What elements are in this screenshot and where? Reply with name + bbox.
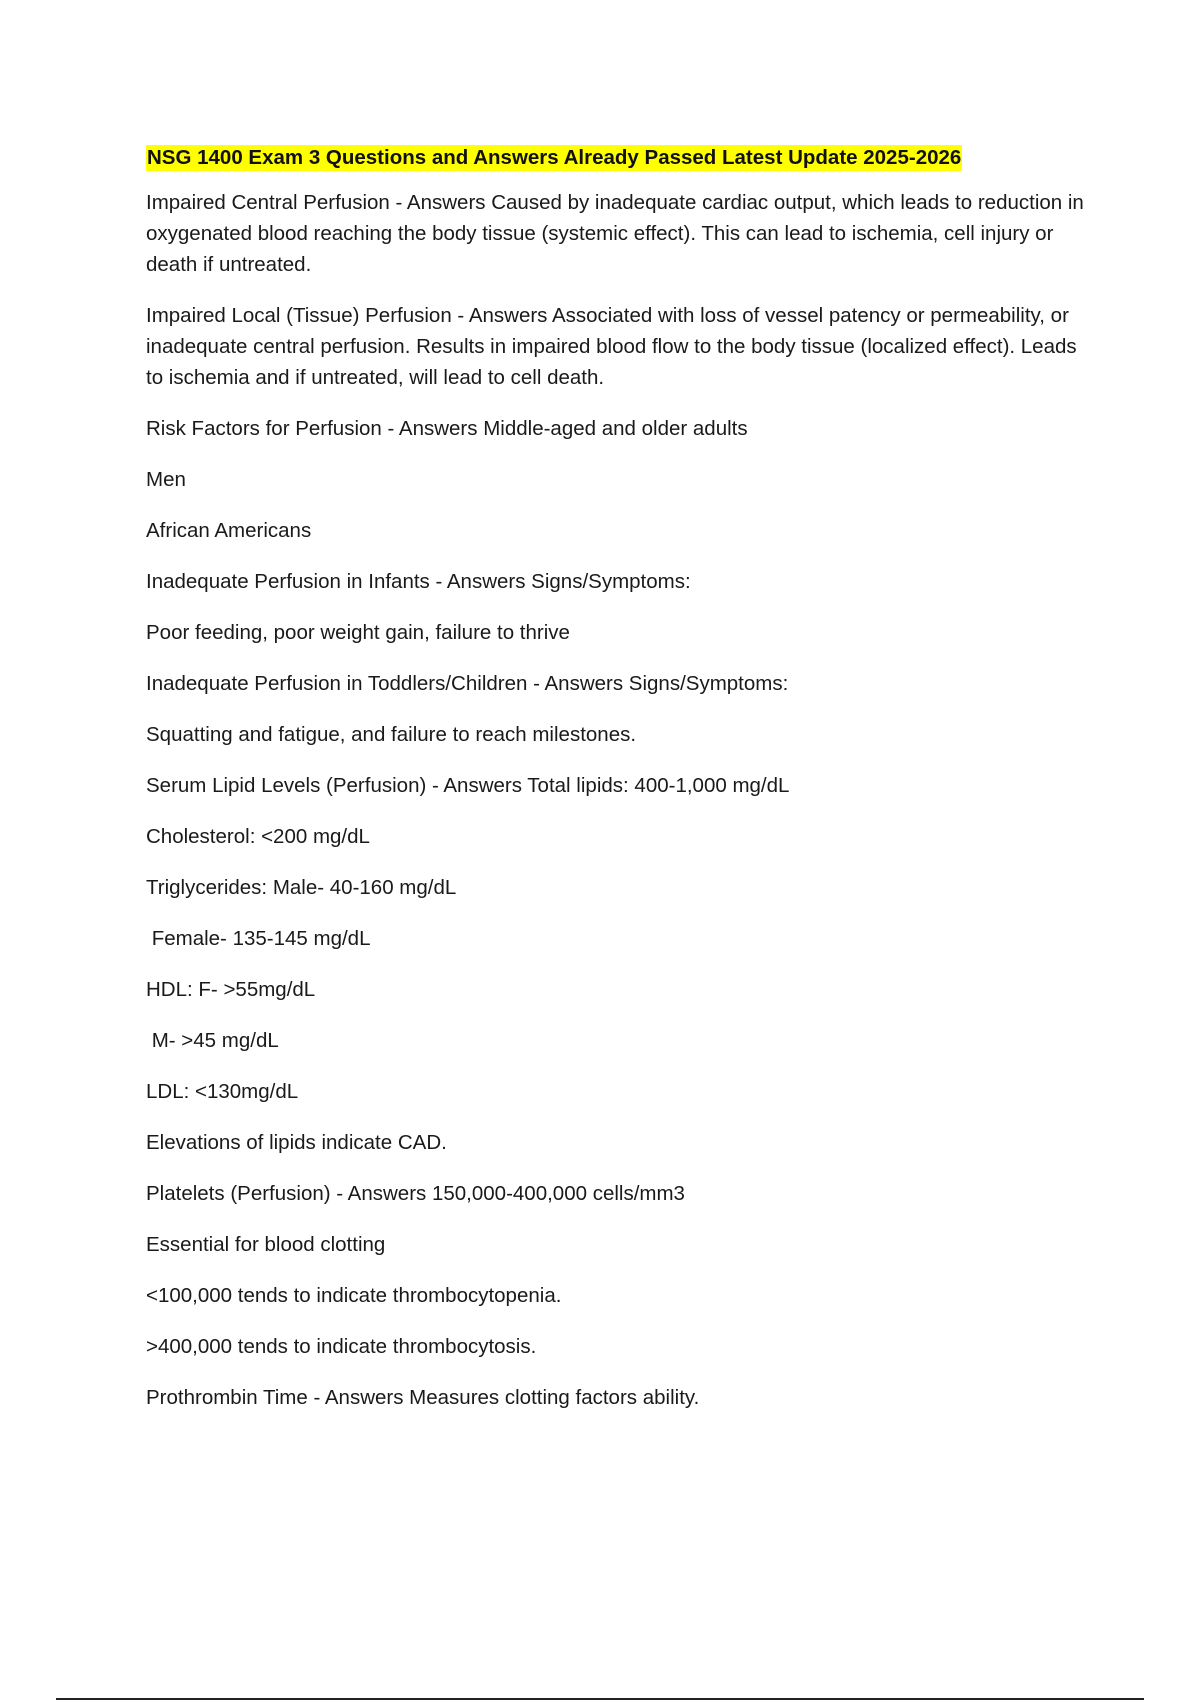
paragraph-infant-symptoms: Poor feeding, poor weight gain, failure to thrive — [146, 621, 570, 644]
paragraph-toddlers: Inadequate Perfusion in Toddlers/Children - Answers Signs/Symptoms: — [146, 672, 789, 695]
paragraph-triglycerides-female: Female- 135-145 mg/dL — [146, 927, 371, 950]
paragraph-ldl: LDL: <130mg/dL — [146, 1080, 299, 1103]
paragraph-lipid-elevations: Elevations of lipids indicate CAD. — [146, 1131, 447, 1154]
paragraph-men: Men — [146, 468, 186, 491]
paragraph-hdl-male: M- >45 mg/dL — [146, 1029, 279, 1052]
paragraph-cholesterol: Cholesterol: <200 mg/dL — [146, 825, 370, 848]
paragraph-toddler-symptoms: Squatting and fatigue, and failure to reach milestones. — [146, 723, 637, 746]
paragraph-impaired-central-perfusion: Impaired Central Perfusion - Answers Caused by inadequate cardiac output, which leads to reduction in oxygenated blood reaching the body tissue (systemic effect). This can lead to ischemia, cell injury or death if untreated. — [146, 191, 1090, 276]
document-title: NSG 1400 Exam 3 Questions and Answers Already Passed Latest Update 2025-2026 — [147, 146, 962, 169]
paragraph-prothrombin-time: Prothrombin Time - Answers Measures clotting factors ability. — [146, 1386, 700, 1409]
paragraph-hdl-female: HDL: F- >55mg/dL — [146, 978, 316, 1001]
document-title-wrap — [146, 145, 1086, 187]
paragraph-infants: Inadequate Perfusion in Infants - Answers Signs/Symptoms: — [146, 570, 691, 593]
paragraph-blood-clotting: Essential for blood clotting — [146, 1233, 386, 1256]
paragraph-impaired-local-perfusion: Impaired Local (Tissue) Perfusion - Answers Associated with loss of vessel patency or permeability, or inadequate central perfusion. Results in impaired blood flow to the body tissue (localized effect). Leads to ischemia and if untreated, will lead to cell death. — [146, 304, 1083, 389]
paragraph-serum-lipids: Serum Lipid Levels (Perfusion) - Answers Total lipids: 400-1,000 mg/dL — [146, 774, 790, 797]
paragraph-thrombocytosis: >400,000 tends to indicate thrombocytosis. — [146, 1335, 537, 1358]
paragraph-triglycerides-male: Triglycerides: Male- 40-160 mg/dL — [146, 876, 457, 899]
document-content — [146, 145, 1090, 1433]
paragraph-platelets: Platelets (Perfusion) - Answers 150,000-400,000 cells/mm3 — [146, 1182, 685, 1205]
paragraph-african-americans: African Americans — [146, 519, 312, 542]
paragraph-thrombocytopenia: <100,000 tends to indicate thrombocytopenia. — [146, 1284, 562, 1307]
paragraph-risk-factors: Risk Factors for Perfusion - Answers Middle-aged and older adults — [146, 417, 748, 440]
